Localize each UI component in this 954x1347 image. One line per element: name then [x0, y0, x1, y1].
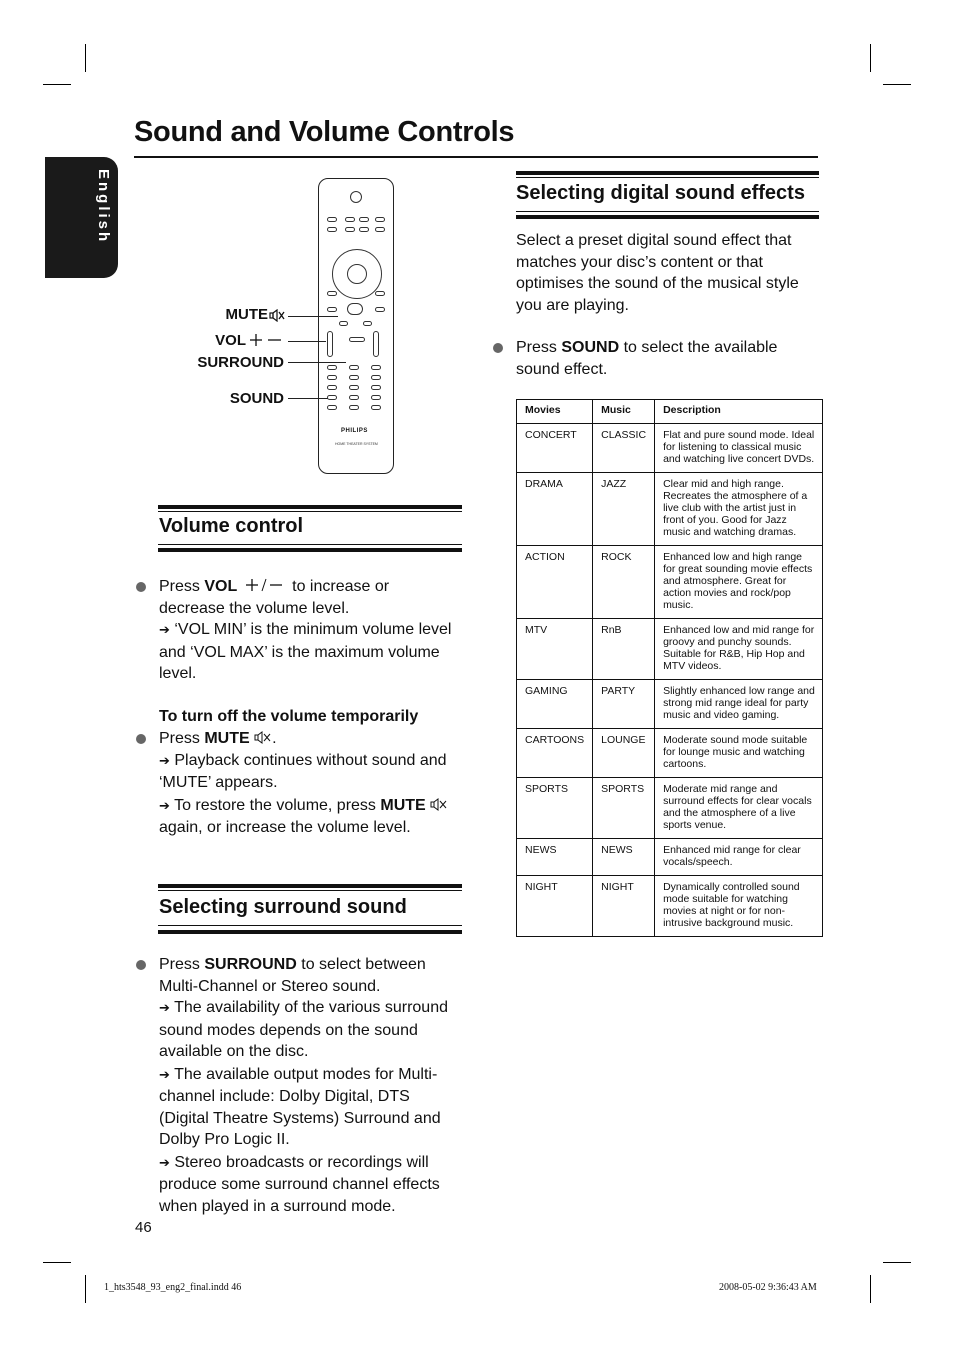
remote-key [349, 395, 359, 400]
bullet-dot-icon [493, 343, 503, 353]
section-title-surround: Selecting surround sound [159, 896, 407, 918]
page-number: 46 [135, 1219, 152, 1236]
text: Press [159, 578, 205, 595]
footer-file: 1_hts3548_93_eng2_final.indd 46 [104, 1282, 242, 1293]
crop-mark [870, 1275, 871, 1303]
remote-key [375, 307, 385, 312]
movies-cell: NEWS [517, 839, 593, 876]
callout-sound-label: SOUND [229, 390, 284, 407]
section-rule [516, 177, 819, 178]
title-rule [134, 156, 818, 158]
remote-key [327, 365, 337, 370]
music-cell: SPORTS [593, 778, 655, 839]
callout-mute-label: MUTE [225, 306, 268, 323]
section-rule [516, 171, 819, 175]
table-header-cell: Description [655, 400, 823, 424]
play-pause-icon [347, 303, 363, 315]
text: again, or increase the volume level. [159, 819, 411, 836]
text: The availability of the various surround sound modes depends on the sound available on the disc. [159, 999, 448, 1060]
remote-key [327, 375, 337, 380]
callout-surround-label: SURROUND [197, 354, 284, 371]
remote-key [359, 217, 369, 222]
music-cell: PARTY [593, 680, 655, 729]
section-title-digital-effects: Selecting digital sound effects [516, 182, 805, 204]
remote-key [363, 321, 372, 326]
remote-key [349, 375, 359, 380]
callout-line [288, 316, 338, 317]
text: ‘VOL MIN’ is the minimum volume level and ‘VOL MAX’ is the maximum volume level. [159, 621, 452, 682]
section-rule [158, 884, 462, 888]
arrow-right-icon: ➔ [159, 623, 170, 638]
table-row [517, 680, 823, 729]
music-cell: RnB [593, 619, 655, 680]
plus-minus-icon [248, 332, 284, 348]
remote-key [371, 405, 381, 410]
table-row [517, 473, 823, 546]
remote-key [371, 375, 381, 380]
remote-key [345, 227, 355, 232]
crop-mark [883, 84, 911, 85]
remote-key [371, 385, 381, 390]
bullet-dot-icon [136, 960, 146, 970]
sound-key [327, 395, 337, 400]
arrow-right-icon: ➔ [159, 798, 170, 814]
key-surround: SURROUND [204, 956, 297, 973]
text: to select the available sound effect. [516, 339, 778, 378]
section-rule [516, 215, 819, 219]
section-rule [158, 930, 462, 934]
description-cell: Enhanced low and mid range for groovy and punchy sounds. Suitable for R&B, Hip Hop and MTV videos. [655, 619, 823, 680]
section-rule [158, 505, 462, 509]
remote-key [327, 217, 337, 222]
section-rule [158, 548, 462, 552]
table-row [517, 778, 823, 839]
crop-mark [43, 1262, 71, 1263]
remote-key [375, 291, 385, 296]
arrow-right-icon: ➔ [159, 1067, 170, 1083]
remote-model-text: HOME THEATER SYSTEM [335, 442, 378, 446]
remote-key [327, 227, 337, 232]
tv-vol-rocker-icon [373, 331, 379, 357]
sound-instruction [516, 337, 816, 380]
remote-key [349, 405, 359, 410]
section-rule [158, 925, 462, 926]
movies-cell: DRAMA [517, 473, 593, 546]
plus-minus-icon [242, 578, 288, 592]
movies-cell: CONCERT [517, 424, 593, 473]
vol-rocker-icon [327, 331, 333, 357]
bullet-dot-icon [136, 734, 146, 744]
arrow-right-icon: ➔ [159, 1001, 170, 1016]
description-cell: Slightly enhanced low range and strong mid range ideal for party music and video gaming. [655, 680, 823, 729]
description-cell: Dynamically controlled sound mode suitable for watching movies at night or for non-intrusive background music. [655, 876, 823, 937]
table-row [517, 546, 823, 619]
remote-key [375, 227, 385, 232]
mute-speaker-icon [269, 309, 285, 322]
table-row [517, 876, 823, 937]
text: Press [159, 956, 205, 973]
description-cell: Moderate mid range and surround effects for clear vocals and the atmosphere of a live sports venue. [655, 778, 823, 839]
remote-key [375, 217, 385, 222]
text: To restore the volume, press [174, 796, 381, 814]
arrow-right-icon: ➔ [159, 1155, 170, 1171]
callout-line [288, 398, 328, 399]
surround-instruction [159, 954, 459, 1217]
movies-cell: NIGHT [517, 876, 593, 937]
section-rule [516, 211, 819, 212]
section-rule [158, 544, 462, 545]
remote-key [327, 307, 337, 312]
remote-key [327, 291, 337, 296]
text: Playback continues without sound and ‘MUTE’ appears. [159, 751, 447, 791]
section-rule [158, 511, 462, 512]
bullet-dot-icon [136, 582, 146, 592]
table-row [517, 619, 823, 680]
callout-surround [190, 354, 284, 371]
callout-vol-label: VOL [215, 332, 246, 349]
callout-mute [206, 306, 268, 323]
table-row [517, 839, 823, 876]
key-sound: SOUND [561, 339, 620, 356]
callout-line [288, 362, 346, 363]
table-row [517, 424, 823, 473]
text: Press [159, 730, 205, 747]
footer-timestamp: 2008-05-02 9:36:43 AM [719, 1282, 817, 1293]
callout-line [288, 341, 326, 342]
crop-mark [85, 44, 86, 72]
key-vol: VOL [204, 578, 238, 595]
movies-cell: SPORTS [517, 778, 593, 839]
crop-mark [43, 84, 71, 85]
movies-cell: ACTION [517, 546, 593, 619]
description-cell: Clear mid and high range. Recreates the atmosphere of a live club with the artist just in front of you. Good for Jazz music and watching dramas. [655, 473, 823, 546]
movies-cell: CARTOONS [517, 729, 593, 778]
remote-key [327, 405, 337, 410]
surround-key [349, 337, 365, 342]
text: Stereo broadcasts or recordings will produce some surround channel effects when played in a surround mode. [159, 1153, 440, 1215]
remote-key [349, 385, 359, 390]
table-header-row [517, 400, 823, 424]
table-header-cell: Movies [517, 400, 593, 424]
music-cell: LOUNGE [593, 729, 655, 778]
digital-effects-intro: Select a preset digital sound effect that matches your disc’s content or that optimises the sound of the musical style you are playing. [516, 232, 799, 314]
music-cell: CLASSIC [593, 424, 655, 473]
mute-speaker-icon [430, 798, 448, 811]
remote-key [345, 217, 355, 222]
table-row [517, 729, 823, 778]
callout-sound [206, 390, 284, 407]
language-tab-label: English [95, 169, 112, 245]
arrow-right-icon: ➔ [159, 753, 170, 769]
crop-mark [85, 1275, 86, 1303]
remote-control-illustration [318, 178, 394, 474]
power-button-icon [350, 191, 362, 203]
music-cell: JAZZ [593, 473, 655, 546]
ok-button-icon [347, 264, 367, 284]
section-rule [158, 890, 462, 891]
remote-key [349, 365, 359, 370]
key-mute: MUTE [204, 730, 250, 747]
crop-mark [870, 44, 871, 72]
text: to select between Multi-Channel or Stereo sound. [159, 956, 426, 995]
description-cell: Moderate sound mode suitable for lounge music and watching cartoons. [655, 729, 823, 778]
volume-subhead: To turn off the volume temporarily [159, 708, 419, 725]
mute-speaker-icon [254, 731, 272, 744]
table-header-cell: Music [593, 400, 655, 424]
text: Press [516, 339, 562, 356]
music-cell: NIGHT [593, 876, 655, 937]
music-cell: NEWS [593, 839, 655, 876]
crop-mark [883, 1262, 911, 1263]
text: to increase or decrease the volume level. [159, 578, 390, 617]
page-title: Sound and Volume Controls [134, 116, 515, 148]
sound-effects-table [516, 399, 823, 937]
description-cell: Enhanced low and high range for great sounding movie effects and atmosphere. Great for action movies and rock/pop music. [655, 546, 823, 619]
mute-instruction: Press MUTE . ➔ Playback continues without sound and ‘MUTE’ appears. ➔ To restore the volume, press MUTE again, or increase the volume level. [159, 730, 447, 836]
text: The available output modes for Multi-channel include: Dolby Digital, DTS (Digital Theatre Systems) Surround and Dolby Pro Logic II. [159, 1065, 441, 1148]
remote-key [371, 365, 381, 370]
remote-key [359, 227, 369, 232]
mute-key [339, 321, 348, 326]
language-tab [45, 157, 118, 278]
volume-instruction [159, 576, 459, 685]
music-cell: ROCK [593, 546, 655, 619]
remote-key [371, 395, 381, 400]
description-cell: Flat and pure sound mode. Ideal for listening to classical music and watching live concert DVDs. [655, 424, 823, 473]
section-title-volume: Volume control [159, 515, 304, 537]
remote-brand: PHILIPS [341, 428, 368, 434]
remote-key [327, 385, 337, 390]
key-mute: MUTE [380, 796, 426, 814]
callout-vol [206, 332, 246, 349]
movies-cell: GAMING [517, 680, 593, 729]
description-cell: Enhanced mid range for clear vocals/speech. [655, 839, 823, 876]
movies-cell: MTV [517, 619, 593, 680]
